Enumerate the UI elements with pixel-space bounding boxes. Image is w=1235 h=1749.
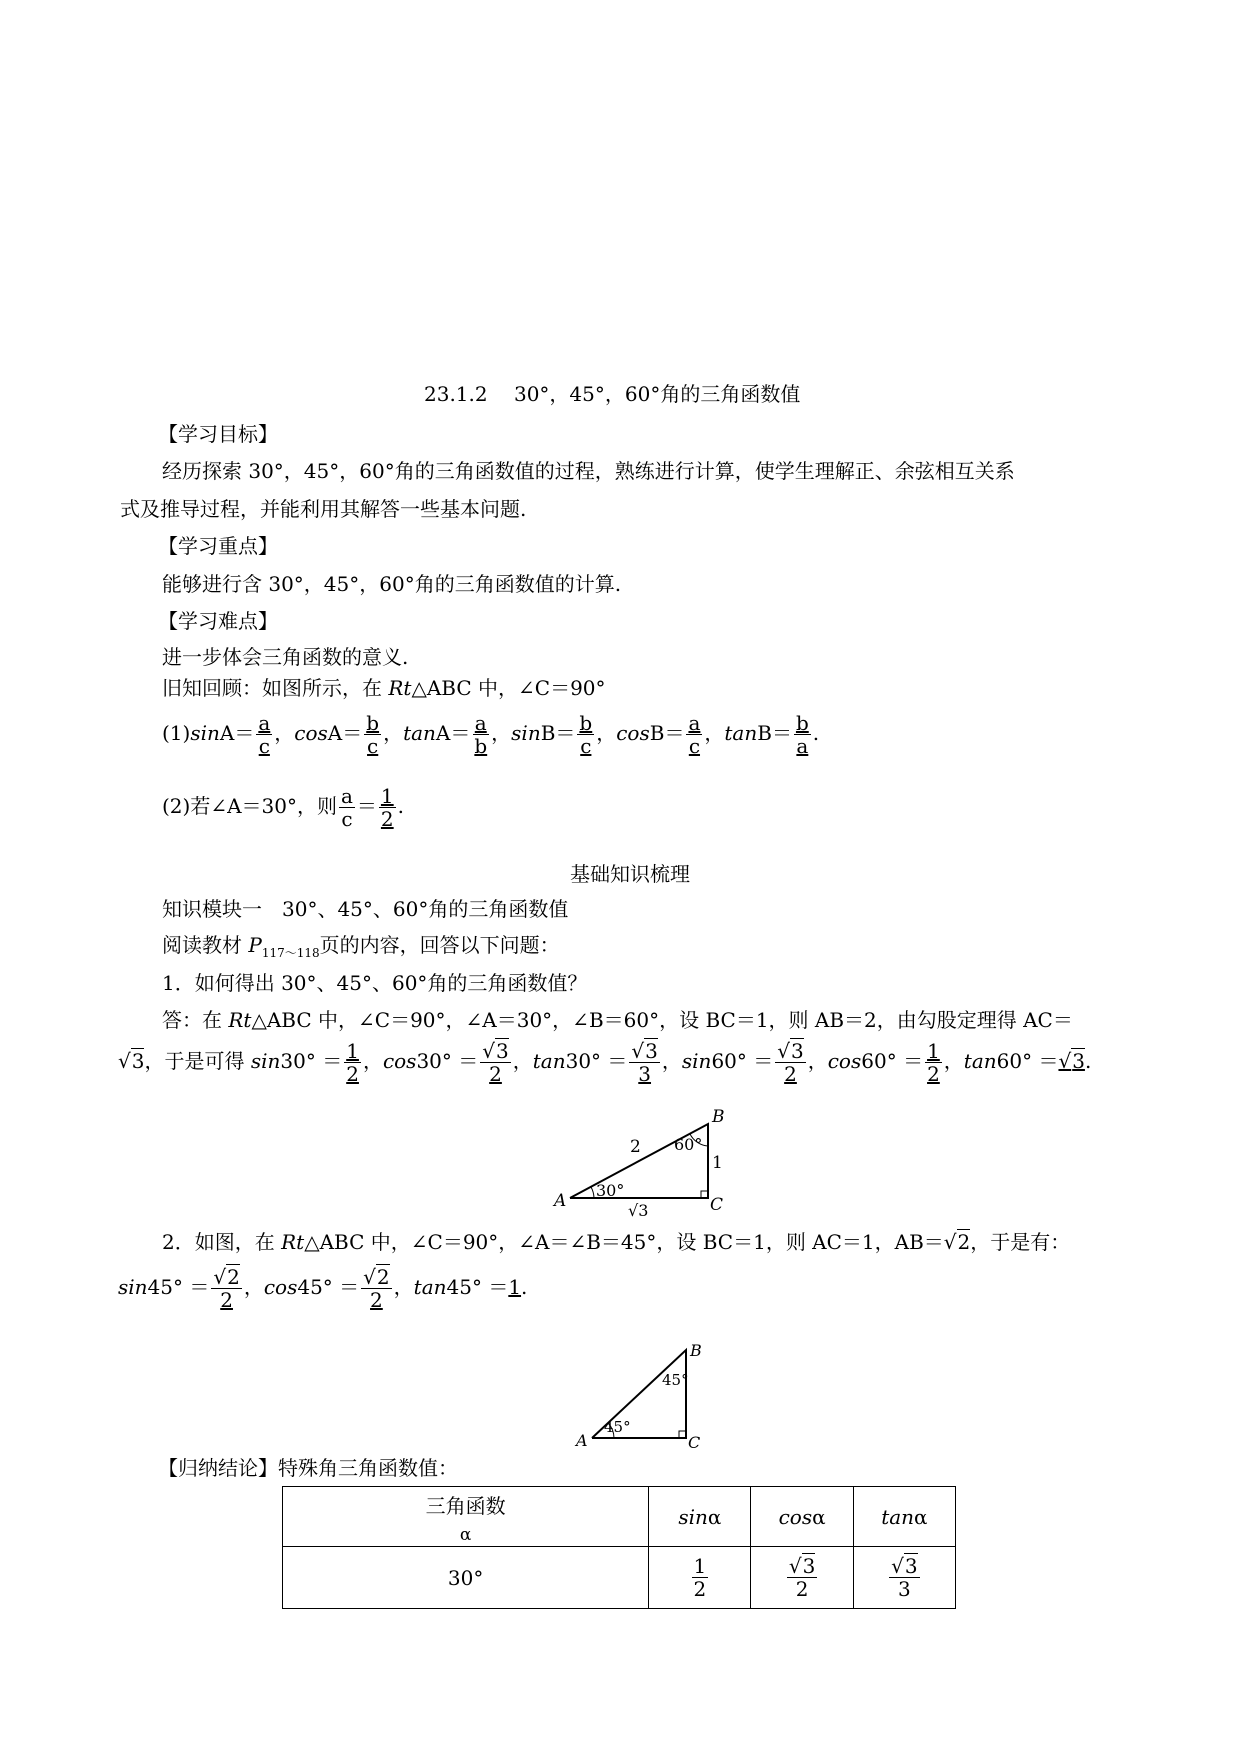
table-header-cell: 三角函数 α xyxy=(283,1487,649,1547)
triangle-30-60-figure xyxy=(550,1107,730,1220)
answer-1-line-2: √3，于是可得 sin30° ＝ $\frac{1}{2}$ ，cos30° ＝ $\frac{√3}{2}$ ，tan30° ＝ $\frac{√3}{3}$ ，sin60° ＝ $\frac{√3}{2}$ ，cos60° ＝ $\frac{1}{2}$ ，tan60° ＝√3. xyxy=(118,1039,1092,1086)
question-2-line-1: 2．如图，在 Rt△ABC 中，∠C＝90°，∠A＝∠B＝45°，设 BC＝1，则 AC＝1，AB＝√2，于是有： xyxy=(162,1230,1071,1254)
difficulty-heading: 【学习难点】 xyxy=(158,609,278,633)
review-intro: 旧知回顾：如图所示，在 Rt△ABC 中，∠C＝90° xyxy=(162,676,606,700)
figure2-label-b: B xyxy=(690,1341,702,1360)
table-row-30-cos: $\frac{√3}{2}$ xyxy=(751,1547,853,1609)
figure1-angle-b: 60° xyxy=(674,1135,703,1154)
figure2-angle-a: 45° xyxy=(604,1418,631,1436)
difficulty-text: 进一步体会三角函数的意义. xyxy=(162,645,409,669)
section-title: 基础知识梳理 xyxy=(570,862,690,886)
summary-heading: 【归纳结论】特殊角三角函数值： xyxy=(158,1456,458,1480)
table-row-30-tan: $\frac{√3}{3}$ xyxy=(853,1547,955,1609)
answer-1-line-1: 答：在 Rt△ABC 中，∠C＝90°，∠A＝30°，∠B＝60°，设 BC＝1，则 AB＝2，由勾股定理得 AC＝ xyxy=(162,1008,1073,1032)
table-row-30-sin: $\frac{1}{2}$ xyxy=(649,1547,751,1609)
figure1-label-b: B xyxy=(712,1107,725,1127)
question-1: 1．如何得出 30°、45°、60°角的三角函数值？ xyxy=(162,971,588,995)
table-header-tan: tanα xyxy=(853,1487,955,1547)
table-row-30-label: 30° xyxy=(283,1547,649,1609)
question-2-line-2: sin45° ＝ $\frac{√2}{2}$ ，cos45° ＝ $\frac{√2}{2}$ ，tan45° ＝1. xyxy=(118,1265,528,1312)
key-point-heading: 【学习重点】 xyxy=(158,534,278,558)
special-angles-table xyxy=(282,1486,956,1609)
key-point-text: 能够进行含 30°，45°，60°角的三角函数值的计算. xyxy=(162,572,622,596)
triangle-45-figure xyxy=(574,1342,714,1452)
review-formula-2: (2)若∠A＝30°，则 $\frac{a}{c}$ ＝ $\frac{1}{2}$ . xyxy=(162,784,405,831)
objective-heading: 【学习目标】 xyxy=(158,422,278,446)
review-formula-1: (1)sinA＝ $\frac{a}{c}$ ，cosA＝ $\frac{b}{c}$ ，tanA＝ $\frac{a}{b}$ ，sinB＝ $\frac{b}{c}$ ，cosB＝ $\frac{a}{c}$ ，tanB＝ $\frac{b}{a}$ . xyxy=(162,711,820,758)
figure1-base: √3 xyxy=(628,1201,649,1220)
figure1-label-c: C xyxy=(710,1195,724,1215)
module-title: 知识模块一 30°、45°、60°角的三角函数值 xyxy=(162,897,569,921)
objective-line-1: 经历探索 30°，45°，60°角的三角函数值的过程，熟练进行计算，使学生理解正、余弦相互关系 xyxy=(162,459,1015,483)
figure2-label-c: C xyxy=(688,1433,701,1452)
page-title: 23.1.2 30°，45°，60°角的三角函数值 xyxy=(424,382,801,406)
figure2-angle-b: 45° xyxy=(662,1371,689,1389)
module-reading: 阅读教材 $P_{117\sim 118}$页的内容，回答以下问题： xyxy=(162,933,560,960)
table-header-cos: cosα xyxy=(751,1487,853,1547)
figure1-hypotenuse: 2 xyxy=(630,1137,641,1157)
objective-line-2: 式及推导过程，并能利用其解答一些基本问题. xyxy=(120,497,527,521)
figure1-angle-a: 30° xyxy=(596,1181,625,1200)
table-header-sin: sinα xyxy=(649,1487,751,1547)
figure1-side: 1 xyxy=(712,1153,723,1173)
figure2-label-a: A xyxy=(576,1431,588,1450)
figure1-label-a: A xyxy=(554,1191,567,1211)
